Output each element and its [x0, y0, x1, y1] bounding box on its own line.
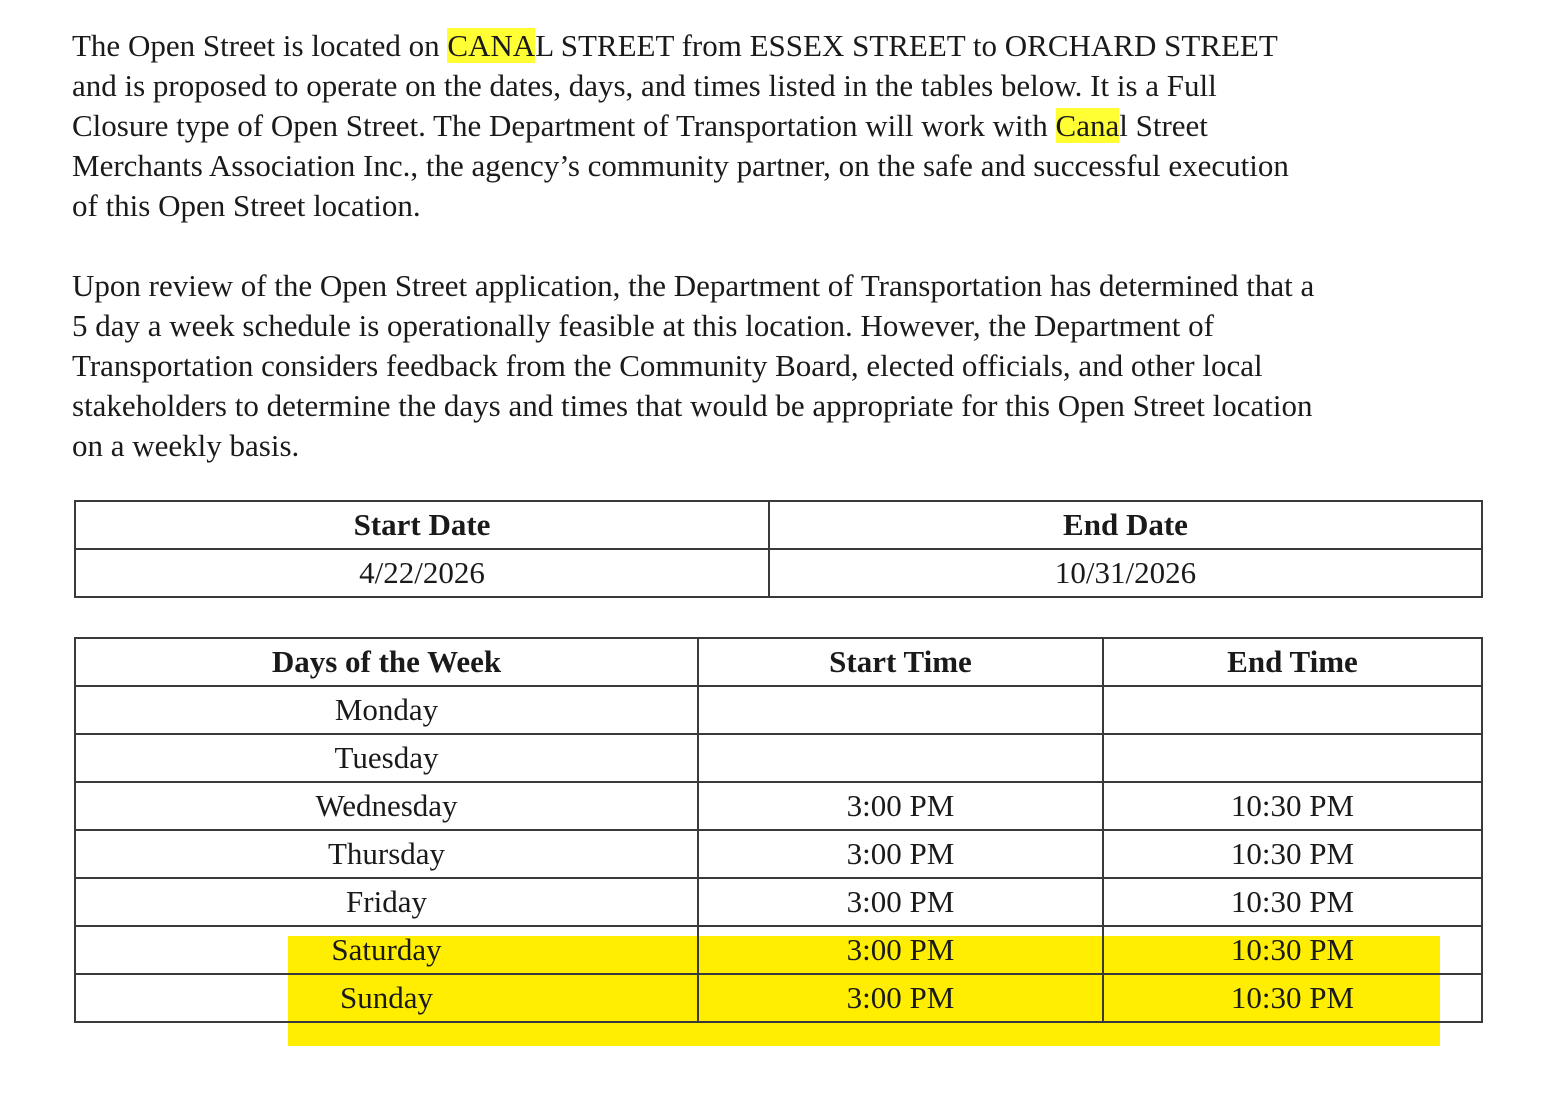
highlighted-text: Cana [1055, 108, 1120, 143]
day-cell: Monday [75, 686, 698, 734]
highlighted-text: CANA [447, 28, 536, 63]
paragraph-line: of this Open Street location. [72, 188, 421, 223]
schedule-table [74, 637, 1483, 1023]
table-row [75, 549, 1482, 597]
header-start-time: Start Time [698, 638, 1103, 686]
table-row [75, 782, 1482, 830]
paragraph-line: stakeholders to determine the days and times that would be appropriate for this Open Street location [72, 388, 1313, 423]
paragraph-line: Closure type of Open Street. The Department of Transportation will work with Canal Street [72, 108, 1208, 143]
day-cell: Sunday [75, 974, 698, 1022]
paragraph-line: Upon review of the Open Street application, the Department of Transportation has determined that a [72, 268, 1315, 303]
table-row [75, 734, 1482, 782]
start-time-cell: 3:00 PM [698, 830, 1103, 878]
paragraph-line: The Open Street is located on CANAL STREET from ESSEX STREET to ORCHARD STREET [72, 28, 1278, 63]
start-time-cell: 3:00 PM [698, 974, 1103, 1022]
paragraph-line: Merchants Association Inc., the agency’s community partner, on the safe and successful execution [72, 148, 1289, 183]
paragraph-line: 5 day a week schedule is operationally feasible at this location. However, the Department of [72, 308, 1214, 343]
dates-table [74, 500, 1483, 598]
start-time-cell [698, 734, 1103, 782]
day-cell: Tuesday [75, 734, 698, 782]
header-end-time: End Time [1103, 638, 1482, 686]
end-time-cell [1103, 686, 1482, 734]
header-start-date: Start Date [75, 501, 769, 549]
table-row [75, 686, 1482, 734]
header-end-date: End Date [769, 501, 1482, 549]
start-time-cell: 3:00 PM [698, 926, 1103, 974]
day-cell: Wednesday [75, 782, 698, 830]
day-cell: Friday [75, 878, 698, 926]
end-time-cell: 10:30 PM [1103, 974, 1482, 1022]
start-time-cell [698, 686, 1103, 734]
table-header-row [75, 638, 1482, 686]
end-time-cell: 10:30 PM [1103, 830, 1482, 878]
paragraph-line: and is proposed to operate on the dates, days, and times listed in the tables below. It is a Full [72, 68, 1217, 103]
table-header-row [75, 501, 1482, 549]
day-cell: Thursday [75, 830, 698, 878]
table-row [75, 830, 1482, 878]
start-time-cell: 3:00 PM [698, 878, 1103, 926]
end-time-cell: 10:30 PM [1103, 878, 1482, 926]
end-date-value: 10/31/2026 [769, 549, 1482, 597]
start-time-cell: 3:00 PM [698, 782, 1103, 830]
paragraph-line: on a weekly basis. [72, 428, 300, 463]
end-time-cell: 10:30 PM [1103, 782, 1482, 830]
end-time-cell [1103, 734, 1482, 782]
table-row [75, 878, 1482, 926]
paragraph-line: Transportation considers feedback from the Community Board, elected officials, and other local [72, 348, 1263, 383]
table-row [75, 926, 1482, 974]
end-time-cell: 10:30 PM [1103, 926, 1482, 974]
day-cell: Saturday [75, 926, 698, 974]
header-days-of-week: Days of the Week [75, 638, 698, 686]
paragraph-location [72, 26, 1492, 226]
table-row [75, 974, 1482, 1022]
paragraph-review [72, 266, 1492, 466]
start-date-value: 4/22/2026 [75, 549, 769, 597]
